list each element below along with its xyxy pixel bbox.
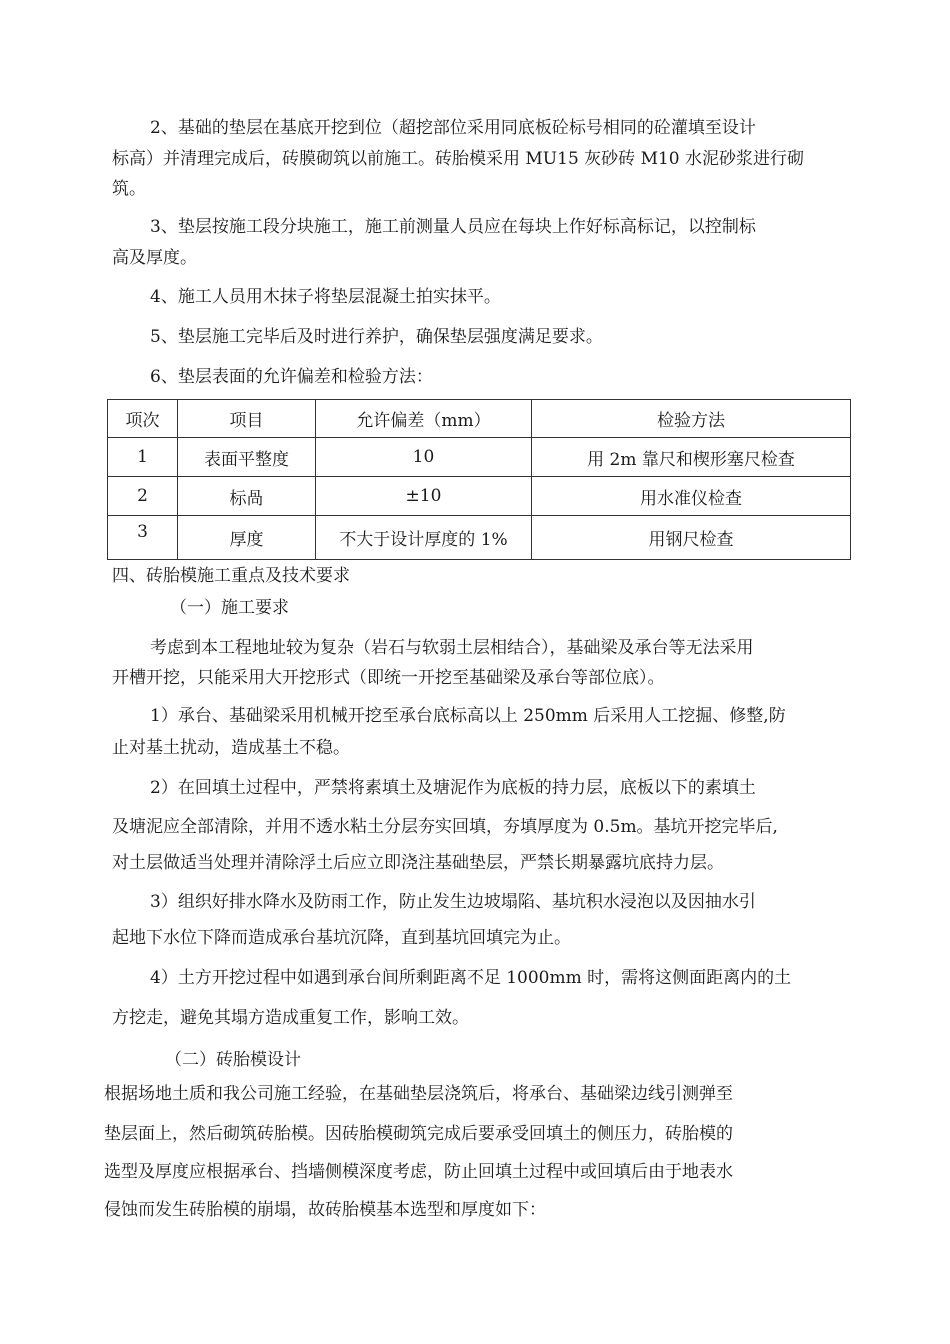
table-header-cell: 项目	[178, 400, 316, 438]
design-line-3: 选型及厚度应根据承台、挡墙侧模深度考虑，防止回填土过程中或回填后由于地表水	[104, 1162, 733, 1182]
item-2-line-1: 2）在回填土过程中，严禁将素填土及塘泥作为底板的持力层，底板以下的素填土	[150, 778, 756, 798]
item-2-line-2: 及塘泥应全部清除，并用不透水粘土分层夯实回填，夯填厚度为 0.5m。基坑开挖完毕后,	[112, 817, 778, 837]
table-cell: 不大于设计厚度的 1%	[316, 516, 532, 560]
paragraph-4: 4、施工人员用木抹子将垫层混凝土拍实抹平。	[150, 287, 501, 307]
table-cell: 10	[316, 438, 532, 477]
table-cell: 1	[108, 438, 178, 477]
subsection-1-heading: （一）施工要求	[170, 598, 289, 618]
item-3-line-1: 3）组织好排水降水及防雨工作，防止发生边坡塌陷、基坑积水浸泡以及因抽水引	[150, 892, 756, 912]
section-4-heading: 四、砖胎模施工重点及技术要求	[112, 566, 350, 586]
table-cell: 厚度	[178, 516, 316, 560]
item-3-line-2: 起地下水位下降而造成承台基坑沉降，直到基坑回填完为止。	[112, 928, 571, 948]
subsection-2-heading: （二）砖胎模设计	[165, 1050, 301, 1070]
table-cell: 标咼	[178, 477, 316, 516]
table-cell: 用 2m 靠尺和楔形塞尺检查	[532, 438, 851, 477]
table-header-row	[108, 400, 851, 438]
item-4-line-1: 4）土方开挖过程中如遇到承台间所剩距离不足 1000mm 时，需将这侧面距离内的土	[150, 968, 792, 988]
paragraph-5: 5、垫层施工完毕后及时进行养护，确保垫层强度满足要求。	[150, 327, 603, 347]
paragraph-2-line-3: 筑。	[112, 179, 146, 199]
table-row	[108, 438, 851, 477]
design-line-2: 垫层面上，然后砌筑砖胎模。因砖胎模砌筑完成后要承受回填土的侧压力，砖胎模的	[104, 1124, 733, 1144]
paragraph-6: 6、垫层表面的允许偏差和检验方法：	[150, 367, 433, 387]
table-cell: 表面平整度	[178, 438, 316, 477]
design-line-1: 根据场地土质和我公司施工经验，在基础垫层浇筑后，将承台、基础梁边线引测弹至	[104, 1084, 733, 1104]
table-cell: 3	[108, 516, 178, 560]
paragraph-2-line-2: 标高）并清理完成后，砖膜砌筑以前施工。砖胎模采用 MU15 灰砂砖 M10 水泥砂浆进行砌	[112, 149, 805, 169]
paragraph-3-line-2: 高及厚度。	[112, 248, 197, 268]
paragraph-3-line-1: 3、垫层按施工段分块施工，施工前测量人员应在每块上作好标高标记，以控制标	[150, 217, 756, 237]
table-cell: 2	[108, 477, 178, 516]
table-cell: ±10	[316, 477, 532, 516]
item-4-line-2: 方挖走，避免其塌方造成重复工作，影响工效。	[112, 1008, 469, 1028]
table-cell: 用水准仪检查	[532, 477, 851, 516]
design-line-4: 侵蚀而发生砖胎模的崩塌，故砖胎模基本选型和厚度如下：	[104, 1200, 546, 1220]
item-2-line-3: 对土层做适当处理并清除浮土后应立即浇注基础垫层，严禁长期暴露坑底持力层。	[112, 853, 724, 873]
intro-line-2: 开槽开挖，只能采用大开挖形式（即统一开挖至基础梁及承台等部位底）。	[112, 668, 665, 688]
intro-line-1: 考虑到本工程地址较为复杂（岩石与软弱土层相结合），基础梁及承台等无法采用	[150, 638, 754, 658]
table-header-cell: 允许偏差（mm）	[316, 400, 532, 438]
item-1-line-1: 1）承台、基础梁采用机械开挖至承台底标高以上 250mm 后采用人工挖掘、修整,防	[150, 706, 786, 726]
table-cell: 用钢尺检查	[532, 516, 851, 560]
paragraph-2-line-1: 2、基础的垫层在基底开挖到位（超挖部位采用同底板砼标号相同的砼灌填至设计	[150, 118, 756, 138]
table-header-cell: 项次	[108, 400, 178, 438]
tolerance-table	[107, 399, 851, 560]
table-row	[108, 516, 851, 560]
table-header-cell: 检验方法	[532, 400, 851, 438]
table-row	[108, 477, 851, 516]
item-1-line-2: 止对基土扰动，造成基土不稳。	[112, 738, 350, 758]
